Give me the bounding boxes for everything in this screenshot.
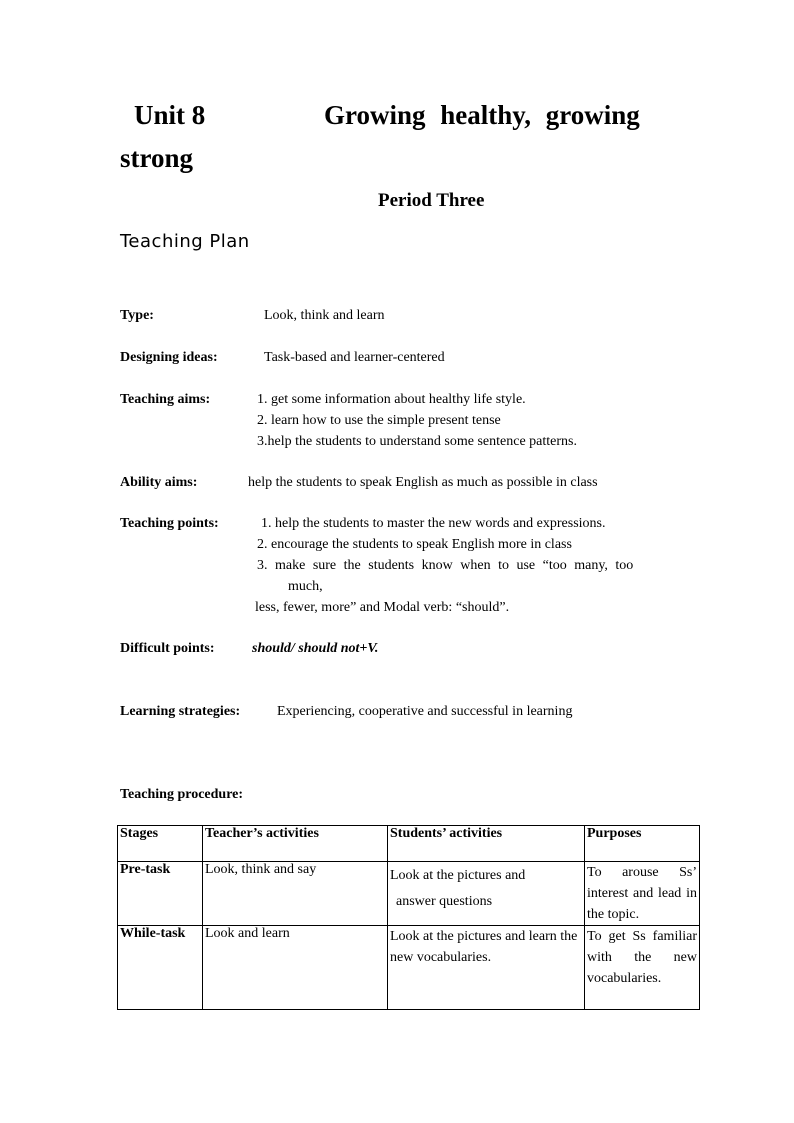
row2-stage: While-task	[118, 926, 203, 1010]
difficult-label: Difficult points:	[120, 641, 215, 656]
table-header-row	[118, 826, 700, 862]
row2-purpose: To get Ss familiar with the new vocabularies.	[585, 926, 700, 1010]
procedure-table	[117, 825, 700, 1010]
unit-title-line1: Growing healthy, growing	[324, 100, 640, 130]
aims-item-1: 1. get some information about healthy life style.	[257, 392, 526, 407]
aims-item-2: 2. learn how to use the simple present tense	[257, 413, 501, 428]
row1-purpose: To arouse Ss’ interest and lead in the topic.	[585, 862, 700, 926]
header-teacher: Teacher’s activities	[203, 826, 388, 862]
points-item-2: 2. encourage the students to speak English more in class	[257, 537, 572, 552]
ability-label: Ability aims:	[120, 475, 198, 490]
row1-students	[388, 862, 585, 926]
type-label: Type:	[120, 308, 154, 323]
procedure-heading: Teaching procedure:	[120, 787, 244, 802]
strategies-value: Experiencing, cooperative and successful in learning	[277, 704, 573, 719]
points-item-1: 1. help the students to master the new words and expressions.	[261, 516, 606, 531]
designing-label: Designing ideas:	[120, 350, 218, 365]
header-purposes: Purposes	[585, 826, 700, 862]
points-item-3-cont: much,	[288, 579, 323, 594]
unit-title-line2: strong	[120, 143, 194, 173]
unit-number: Unit 8	[134, 100, 206, 130]
row1-stage: Pre-task	[118, 862, 203, 926]
type-value: Look, think and learn	[264, 308, 385, 323]
ability-value: help the students to speak English as much as possible in class	[248, 475, 598, 490]
row1-students-line2: answer questions	[396, 894, 493, 909]
points-item-3: 3. make sure the students know when to use “too many, too	[257, 558, 634, 573]
designing-value: Task-based and learner-centered	[264, 350, 445, 365]
strategies-label: Learning strategies:	[120, 704, 241, 719]
plan-heading: Teaching Plan	[120, 231, 250, 252]
row2-teacher: Look and learn	[203, 926, 388, 1010]
row1-teacher: Look, think and say	[203, 862, 388, 926]
period-heading: Period Three	[378, 190, 485, 211]
header-students: Students’ activities	[388, 826, 585, 862]
row2-students: Look at the pictures and learn the new vocabularies.	[388, 926, 585, 1010]
table-row	[118, 926, 700, 1010]
points-label: Teaching points:	[120, 516, 219, 531]
table-row	[118, 862, 700, 926]
header-stages: Stages	[118, 826, 203, 862]
difficult-value: should/ should not+V.	[252, 641, 379, 656]
aims-label: Teaching aims:	[120, 392, 211, 407]
points-item-3-end: less, fewer, more” and Modal verb: “should”.	[255, 600, 510, 615]
aims-item-3: 3.help the students to understand some sentence patterns.	[257, 434, 577, 449]
row1-students-line1: Look at the pictures and	[390, 868, 526, 883]
